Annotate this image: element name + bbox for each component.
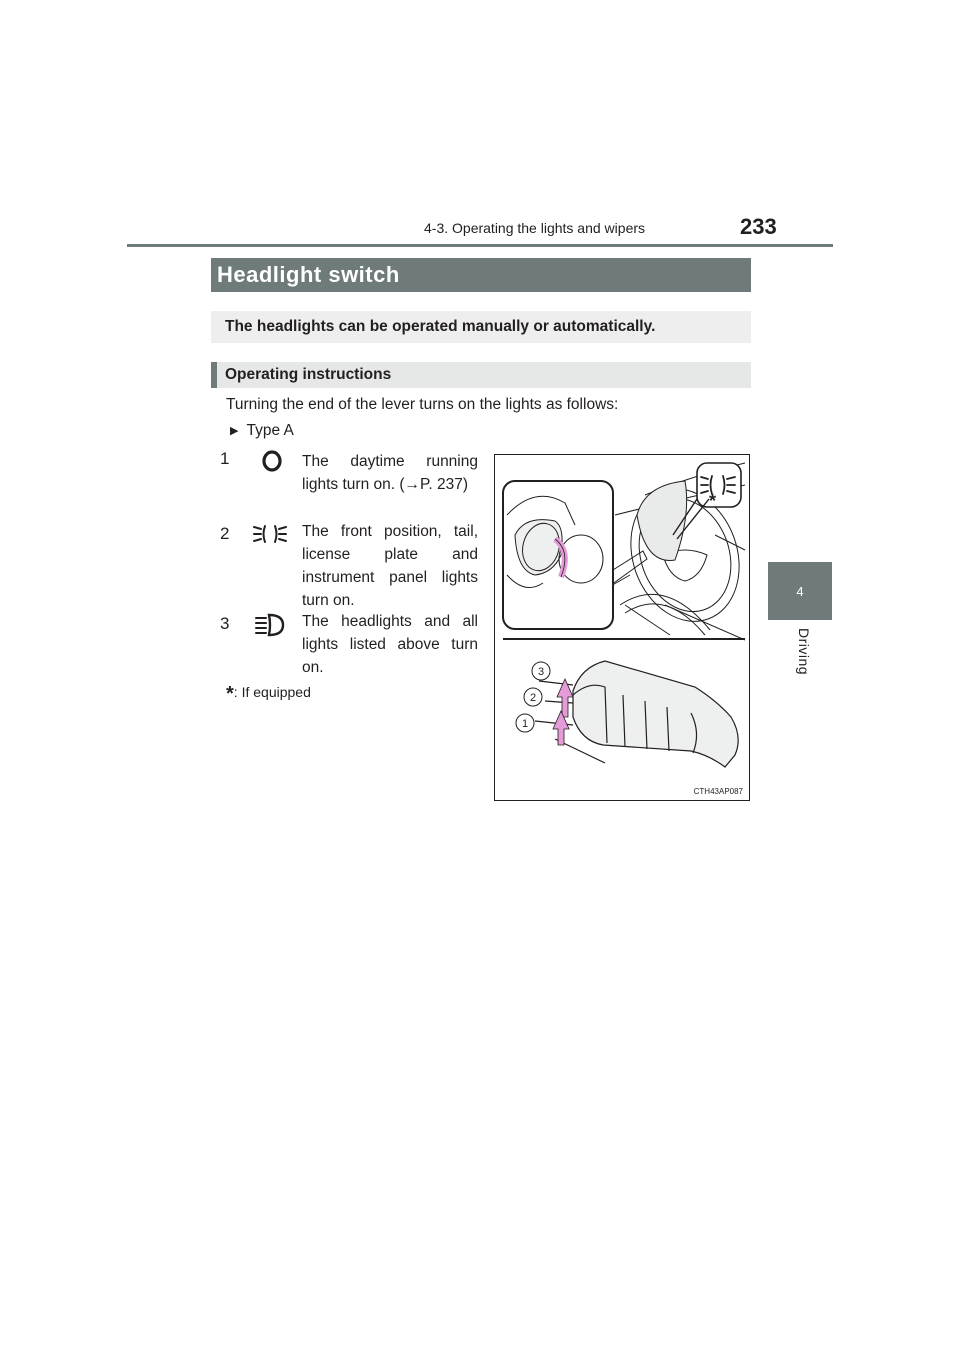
- daytime-running-light-icon: [254, 448, 290, 474]
- item-description: The daytime running lights turn on. (→P. 237): [302, 453, 478, 493]
- item-number: 1: [220, 449, 230, 468]
- triangle-bullet-icon: ▶: [230, 425, 239, 437]
- position-light-icon: [252, 521, 288, 547]
- lead-text: The headlights can be operated manually or automatically.: [211, 311, 751, 343]
- item-number: 2: [220, 524, 230, 543]
- type-label: [230, 422, 294, 440]
- intro-text: Turning the end of the lever turns on the lights as follows:: [226, 396, 619, 413]
- chapter-label: Driving: [796, 628, 812, 676]
- lever-illustration: [494, 454, 750, 801]
- page-number: 233: [740, 214, 777, 239]
- subsection-title: Operating instructions: [211, 362, 751, 388]
- figure-callout: 1: [521, 718, 529, 730]
- lever-illustration-drawing: [495, 455, 749, 800]
- figure-callout: 2: [529, 692, 537, 704]
- footnote-mark: *: [226, 683, 234, 705]
- figure-star-mark: *: [709, 491, 717, 511]
- item-description: The headlights and all lights listed above turn on.: [302, 613, 478, 676]
- type-label-text: Type A: [246, 422, 294, 439]
- section-title: Headlight switch: [211, 258, 751, 292]
- running-header-section: 4-3. Operating the lights and wipers: [424, 220, 646, 236]
- figure-callout: 3: [537, 666, 545, 678]
- header-rule: [127, 244, 833, 247]
- footnote-text: : If equipped: [233, 684, 311, 700]
- footnote: [226, 680, 311, 703]
- item-number: 3: [220, 614, 230, 633]
- headlight-icon: [252, 612, 288, 638]
- item-description: The front position, tail, license plate and instrument panel lights turn on.: [302, 523, 478, 609]
- chapter-tab: 4: [768, 562, 832, 620]
- figure-code: CTH43AP087: [693, 787, 743, 796]
